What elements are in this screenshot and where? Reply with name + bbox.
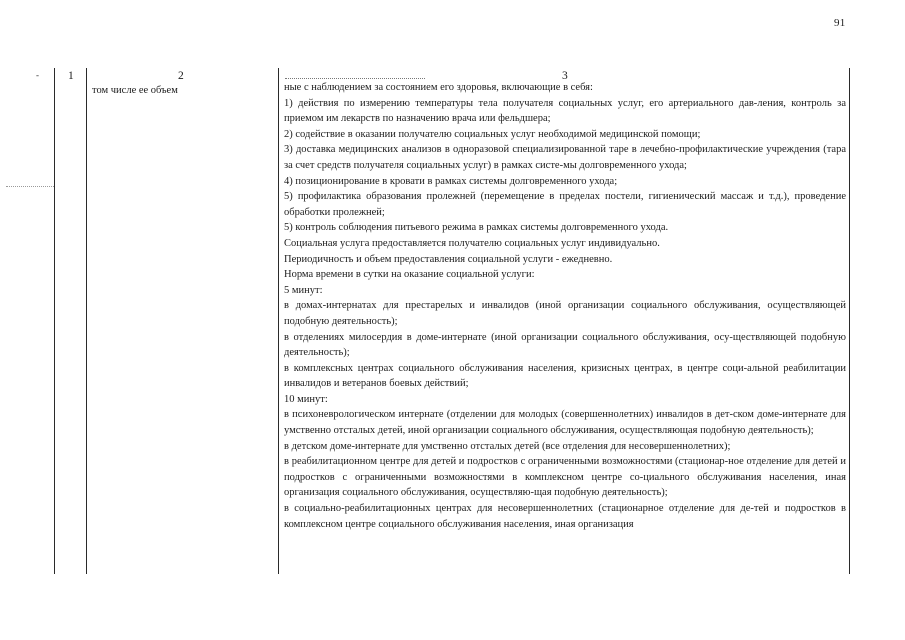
description-line: Периодичность и объем предоставления социальной услуги - ежедневно.	[284, 253, 613, 265]
description-line: 5 минут:	[284, 284, 323, 296]
page-number: 91	[834, 17, 846, 29]
description-line: в домах-интернатах для престарелых и инвалидов (иной организации социального обслуживания, осуществляющей подобную деятельность);	[284, 300, 846, 327]
service-name-cell: том числе ее объем	[92, 85, 178, 96]
description-line: в комплексных центрах социального обслуживания населения, кризисных центрах, в центре соци-альной реабилитации инвалидов и ветеранов боевых действий;	[284, 362, 846, 390]
description-line: ные с наблюдением за состоянием его здоровья, включающие в себя:	[284, 82, 593, 93]
header-divider	[285, 78, 425, 79]
description-line: в психоневрологическом интернате (отделении для молодых (совершеннолетних) инвалидов в дет-ском доме-интернате для умственно отсталых детей, иной организации социального обслуживания, осуществляющая подобную деятельность);	[284, 409, 846, 437]
description-line: 10 минут:	[284, 393, 328, 405]
services-table	[54, 68, 850, 574]
description-line: Социальная услуга предоставляется получателю социальных услуг индивидуально.	[284, 237, 660, 249]
description-line: 5) профилактика образования пролежней (перемещение в пределах постели, гигиенический массаж и т.д.), проведение обработки пролежней;	[284, 191, 846, 218]
column-header-2: 2	[178, 70, 184, 82]
description-line: в социально-реабилитационных центрах для несовершеннолетних (стационарное отделение для де-тей и подростков в комплексном центре социального обслуживания населения, иная организация	[284, 503, 846, 530]
table-border-left	[54, 68, 55, 574]
description-line: Норма времени в сутки на оказание социальной услуги:	[284, 269, 535, 281]
description-line: 4) позиционирование в кровати в рамках системы долговременного ухода;	[284, 175, 618, 187]
description-line: 1) действия по измерению температуры тела получателя социальных услуг, его артериального дав-ления, контроль за приемом им лекарств по назначению врача или фельдшера;	[284, 97, 846, 125]
service-description-cell	[284, 80, 846, 532]
column-header-1: 1	[68, 70, 74, 82]
description-line: в реабилитационном центре для детей и подростков с ограниченными возможностями (стационар-ное отделение для детей и подростков с ограниченными возможностями в комплексном центре со-циального обслуживания населения, иная организация социального обслуживания, осуществляю-щая подобную деятельность);	[284, 456, 846, 499]
description-line: в отделениях милосердия в доме-интернате (иной организации социального обслуживания, осу-ществляющей подобную деятельность);	[284, 331, 846, 359]
description-line: 3) доставка медицинских анализов в одноразовой специализированной таре в лечебно-профилактические учреждения (тара за счет средств получателя социальных услуг) в рамках систе-мы долговременного ухода;	[284, 144, 846, 171]
column-divider-2	[278, 68, 279, 574]
margin-mark: -	[36, 70, 39, 80]
description-line: 5) контроль соблюдения питьевого режима в рамках системы долговременного ухода.	[284, 222, 669, 234]
scan-artifact	[6, 186, 54, 189]
description-line: 2) содействие в оказании получателю социальных услуг необходимой медицинской помощи;	[284, 128, 701, 140]
column-divider-1	[86, 68, 87, 574]
column-header-3: 3	[562, 70, 568, 82]
table-border-right	[849, 68, 850, 574]
description-line: в детском доме-интернате для умственно отсталых детей (все отделения для несовершеннолетних);	[284, 440, 731, 452]
